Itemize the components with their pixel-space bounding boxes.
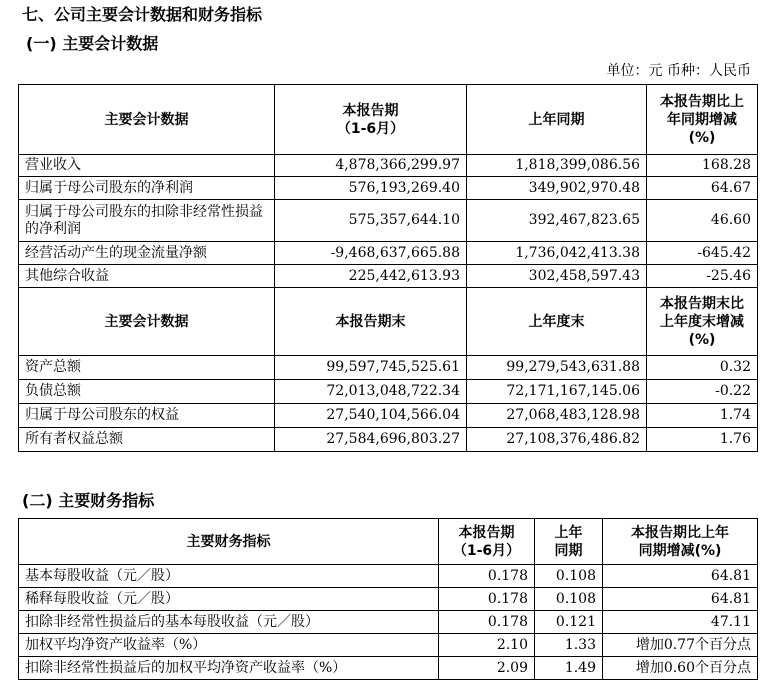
column-header: 本报告期 （1-6月） bbox=[275, 85, 467, 155]
cell-value: 1.33 bbox=[535, 634, 603, 657]
table-row bbox=[19, 611, 758, 634]
table-row bbox=[19, 265, 758, 288]
column-header: 本报告期比上年 同期增减(%) bbox=[603, 519, 758, 565]
table-row bbox=[19, 634, 758, 657]
row-label: 营业收入 bbox=[19, 155, 275, 177]
column-header: 上年度末 bbox=[467, 288, 647, 356]
cell-value: 575,357,644.10 bbox=[275, 200, 467, 242]
cell-value: 349,902,970.48 bbox=[467, 177, 647, 200]
table-row bbox=[19, 242, 758, 265]
cell-value: 1,736,042,413.38 bbox=[467, 242, 647, 265]
cell-value: 2.09 bbox=[439, 657, 535, 680]
row-label: 归属于母公司股东的净利润 bbox=[19, 177, 275, 200]
cell-value: 0.178 bbox=[439, 611, 535, 634]
cell-value: 47.11 bbox=[603, 611, 758, 634]
row-label: 归属于母公司股东的权益 bbox=[19, 404, 275, 428]
cell-value: 增加0.77个百分点 bbox=[603, 634, 758, 657]
column-header: 本报告期 （1-6月） bbox=[439, 519, 535, 565]
cell-value: 0.108 bbox=[535, 588, 603, 611]
row-label: 负债总额 bbox=[19, 380, 275, 404]
table-row bbox=[19, 356, 758, 380]
cell-value: 0.108 bbox=[535, 565, 603, 588]
cell-value: 64.81 bbox=[603, 588, 758, 611]
table-row bbox=[19, 380, 758, 404]
cell-value: 0.178 bbox=[439, 565, 535, 588]
column-header: 主要财务指标 bbox=[19, 519, 439, 565]
cell-value: 1,818,399,086.56 bbox=[467, 155, 647, 177]
cell-value: 225,442,613.93 bbox=[275, 265, 467, 288]
cell-value: 0.121 bbox=[535, 611, 603, 634]
row-label: 基本每股收益（元／股） bbox=[19, 565, 439, 588]
column-header: 本报告期末比 上年度末增减 (%) bbox=[647, 288, 758, 356]
table-header-row bbox=[19, 519, 758, 565]
cell-value: 0.32 bbox=[647, 356, 758, 380]
cell-value: 27,540,104,566.04 bbox=[275, 404, 467, 428]
column-header: 本报告期末 bbox=[275, 288, 467, 356]
cell-value: 64.81 bbox=[603, 565, 758, 588]
cell-value: 576,193,269.40 bbox=[275, 177, 467, 200]
row-label: 扣除非经常性损益后的加权平均净资产收益率（%） bbox=[19, 657, 439, 680]
accounting-data-table bbox=[18, 84, 758, 452]
financial-indicators-table bbox=[18, 518, 758, 680]
cell-value: 168.28 bbox=[647, 155, 758, 177]
row-label: 加权平均净资产收益率（%） bbox=[19, 634, 439, 657]
table-row bbox=[19, 200, 758, 242]
cell-value: 27,584,696,803.27 bbox=[275, 428, 467, 452]
column-header: 上年同期 bbox=[467, 85, 647, 155]
cell-value: 27,068,483,128.98 bbox=[467, 404, 647, 428]
cell-value: 增加0.60个百分点 bbox=[603, 657, 758, 680]
unit-currency-note: 单位：元 币种：人民币 bbox=[606, 63, 751, 79]
cell-value: 1.49 bbox=[535, 657, 603, 680]
row-label: 资产总额 bbox=[19, 356, 275, 380]
column-header: 主要会计数据 bbox=[19, 85, 275, 155]
table-row bbox=[19, 588, 758, 611]
column-header: 上年 同期 bbox=[535, 519, 603, 565]
subsection-title-financial-indicators: (二) 主要财务指标 bbox=[22, 491, 155, 510]
cell-value: 46.60 bbox=[647, 200, 758, 242]
cell-value: 1.74 bbox=[647, 404, 758, 428]
table-header-row bbox=[19, 288, 758, 356]
cell-value: 2.10 bbox=[439, 634, 535, 657]
cell-value: -645.42 bbox=[647, 242, 758, 265]
table-row bbox=[19, 565, 758, 588]
cell-value: 64.67 bbox=[647, 177, 758, 200]
table-header-row bbox=[19, 85, 758, 155]
table-row bbox=[19, 155, 758, 177]
cell-value: 99,597,745,525.61 bbox=[275, 356, 467, 380]
row-label: 其他综合收益 bbox=[19, 265, 275, 288]
table-row bbox=[19, 428, 758, 452]
cell-value: 1.76 bbox=[647, 428, 758, 452]
row-label: 稀释每股收益（元／股） bbox=[19, 588, 439, 611]
cell-value: 302,458,597.43 bbox=[467, 265, 647, 288]
row-label: 扣除非经常性损益后的基本每股收益（元／股） bbox=[19, 611, 439, 634]
cell-value: 27,108,376,486.82 bbox=[467, 428, 647, 452]
row-label: 所有者权益总额 bbox=[19, 428, 275, 452]
cell-value: 4,878,366,299.97 bbox=[275, 155, 467, 177]
cell-value: 392,467,823.65 bbox=[467, 200, 647, 242]
cell-value: -9,468,637,665.88 bbox=[275, 242, 467, 265]
row-label: 归属于母公司股东的扣除非经常性损益的净利润 bbox=[19, 200, 275, 242]
table-row bbox=[19, 657, 758, 680]
cell-value: 72,013,048,722.34 bbox=[275, 380, 467, 404]
table-row bbox=[19, 404, 758, 428]
column-header: 本报告期比上 年同期增减 (%) bbox=[647, 85, 758, 155]
section-title: 七、公司主要会计数据和财务指标 bbox=[22, 5, 263, 24]
subsection-title-accounting-data: (一) 主要会计数据 bbox=[26, 34, 159, 53]
cell-value: -25.46 bbox=[647, 265, 758, 288]
table-row bbox=[19, 177, 758, 200]
cell-value: 99,279,543,631.88 bbox=[467, 356, 647, 380]
cell-value: -0.22 bbox=[647, 380, 758, 404]
cell-value: 72,171,167,145.06 bbox=[467, 380, 647, 404]
column-header: 主要会计数据 bbox=[19, 288, 275, 356]
row-label: 经营活动产生的现金流量净额 bbox=[19, 242, 275, 265]
cell-value: 0.178 bbox=[439, 588, 535, 611]
